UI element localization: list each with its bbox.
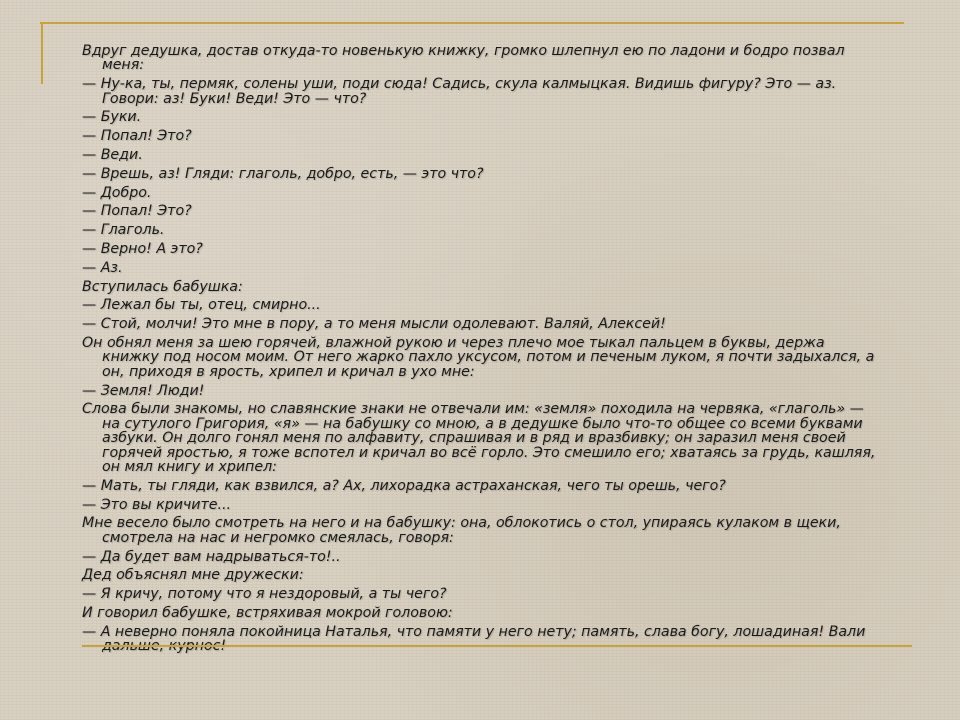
paragraph: — Это вы кричите... [82, 496, 232, 513]
paragraph: — Я кричу, потому что я нездоровый, а ты чего? [82, 586, 447, 603]
paragraph: — А неверно поняла покойница Наталья, что памяти у него нету; память, слава богу, лошадиная! Вали [82, 623, 866, 640]
paragraph: — Ну-ка, ты, пермяк, солены уши, поди сюда! Садись, скула калмыцкая. Видишь фигуру? Это — аз. Говори: аз! Буки! Веди! Это — что? [82, 76, 837, 107]
paragraph: — Буки. [82, 109, 142, 126]
paragraph: — Да будет вам надрываться-то!.. [82, 548, 341, 565]
paragraph: — Стой, молчи! Это мне в пору, а то меня мысли одолевают. Валяй, Алексей! [82, 316, 666, 333]
top-accent-rule [40, 22, 904, 24]
paragraph: — Верно! А это? [82, 240, 203, 257]
bottom-accent-rule [82, 645, 912, 647]
paragraph: — Попал! Это? [82, 203, 192, 220]
paragraph: — Попал! Это? [82, 128, 192, 145]
paragraph: — Земля! Люди! [82, 382, 205, 399]
paragraph: Дед объяснял мне дружески: [82, 567, 304, 584]
slide-text [82, 44, 882, 658]
paragraph: И говорил бабушке, встряхивая мокрой головою: [82, 604, 453, 621]
paragraph: — Добро. [82, 184, 152, 201]
paragraph: Мне весело было смотреть на него и на бабушку: она, облокотись о стол, упираясь кулаком в щеки, смотрела на нас и негромко смеялась, говоря: [82, 515, 841, 546]
paragraph: — Лежал бы ты, отец, смирно... [82, 297, 321, 314]
paragraph: Слова были знакомы, но славянские знаки не отвечали им: «земля» походила на червяка, «глаголь» — на сутулого Григория, «я» — на бабушку со мною, а в дедушке было что-то общее со всеми буквами азбуки. Он долго гонял меня по алфавиту, спрашивая и в ряд и вразбивку; он заразил меня своей горячей яростью, я тоже вспотел и кричал во всё горло. Это смешило его; хватаясь за грудь, кашляя, он мял книгу и хрипел: [82, 401, 876, 475]
paragraph: — Аз. [82, 259, 123, 276]
left-accent-rule [41, 22, 43, 84]
paragraph: — Мать, ты гляди, как взвился, а? Ах, лихорадка астраханская, чего ты орешь, чего? [82, 477, 726, 494]
paragraph: Вдруг дедушка, достав откуда-то новенькую книжку, громко шлепнул ею по ладони и бодро позвал меня: [82, 43, 845, 74]
paragraph: Вступилась бабушка: [82, 278, 243, 295]
paragraph: — Глаголь. [82, 222, 165, 239]
paragraph: Он обнял меня за шею горячей, влажной рукою и через плечо мое тыкал пальцем в буквы, держа книжку под носом моим. От него жарко пахло уксусом, потом и печеным луком, я почти задыхался, а он, приходя в ярость, хрипел и кричал в ухо мне: [82, 334, 875, 380]
paragraph: — Врешь, аз! Гляди: глаголь, добро, есть, — это что? [82, 165, 484, 182]
paragraph: — Веди. [82, 147, 143, 163]
